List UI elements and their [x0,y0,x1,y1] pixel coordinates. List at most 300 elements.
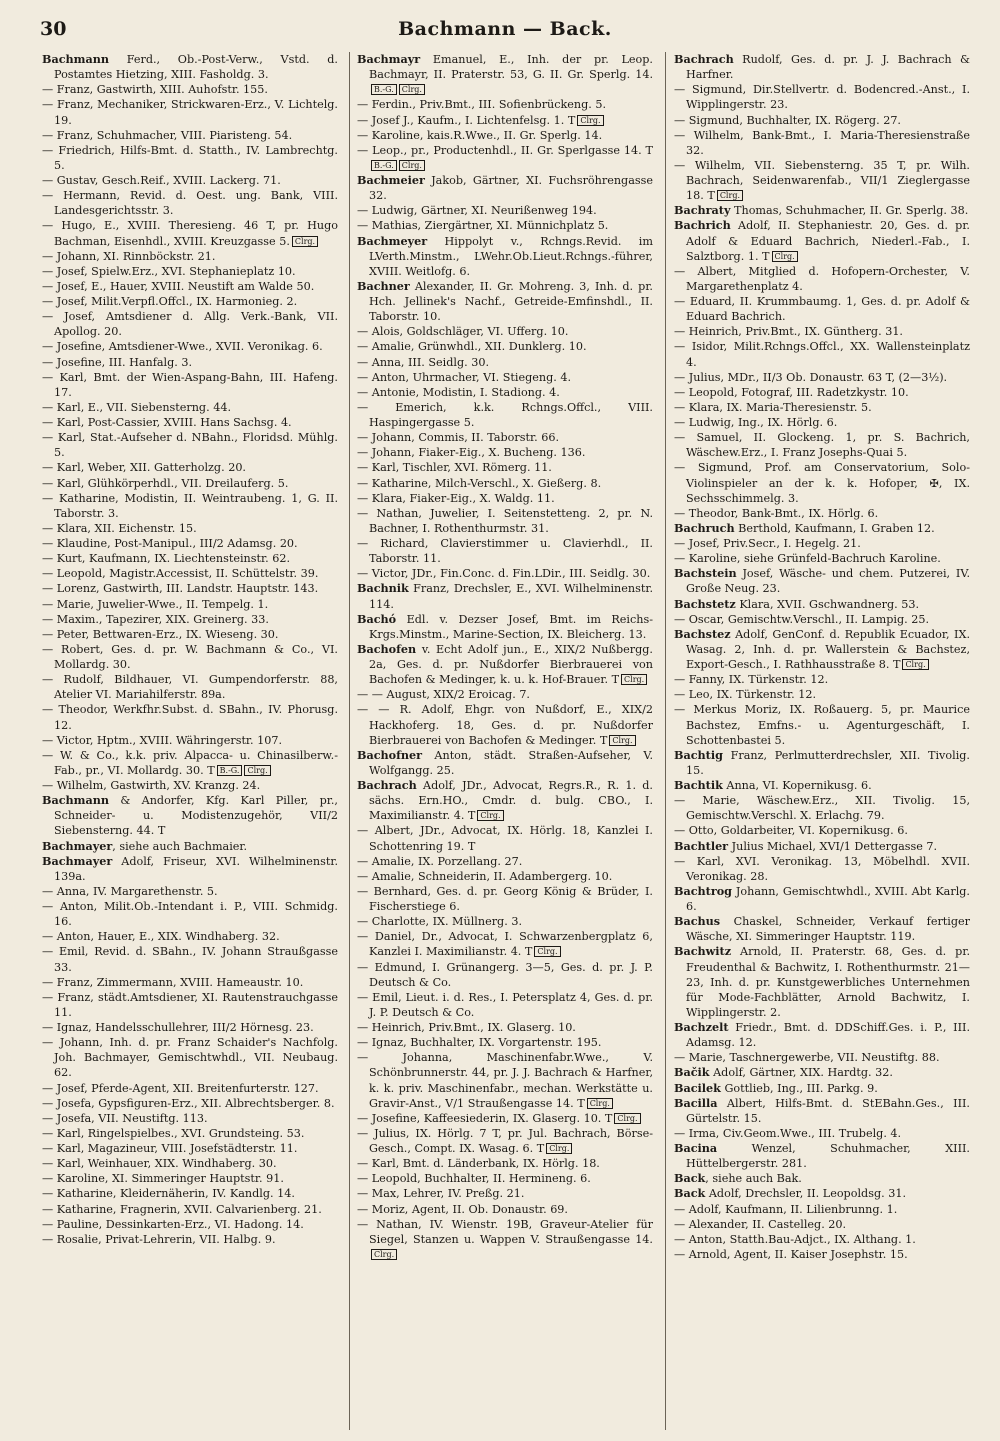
directory-entry [357,445,653,460]
entry-text: Thomas, Schuhmacher, II. Gr. Sperlg. 38. [730,204,969,218]
directory-entry [674,1050,970,1065]
entry-tag: Clrg. [292,236,318,247]
entry-headword: Bachmayer [42,853,113,868]
entry-text: — Franz, Zimmermann, XVIII. Hameaustr. 10. [42,975,304,989]
entry-text: — Marie, Juwelier-Wwe., II. Tempelg. 1. [42,597,269,611]
entry-text: Adolf, Gärtner, XIX. Hardtg. 32. [709,1066,893,1080]
directory-entry [357,687,653,702]
entry-text: — Karl, Weber, XII. Gatterholzg. 20. [42,461,246,475]
entry-text: — Emerich, k.k. Rchngs.Offcl., VIII. Haspingergasse 5. [357,400,653,429]
entry-tag: Clrg. [717,190,743,201]
entry-headword: Back [674,1171,706,1186]
directory-entry [357,1050,653,1111]
entry-headword: Bachmann [42,793,110,808]
entry-text: — Karl, Magazineur, VIII. Josefstädterstr. 11. [42,1142,298,1155]
entry-text: — Amalie, IX. Porzellang. 27. [357,854,523,868]
directory-entry [42,612,338,627]
directory-entry [42,294,338,309]
entry-tag: Clrg. [399,160,425,171]
directory-entry [357,612,653,642]
directory-entry [357,491,653,506]
entry-text: Rudolf, Ges. d. pr. J. J. Bachrach & Harfner. [686,53,970,82]
directory-entry [42,82,338,97]
entry-headword: Bacilla [674,1095,718,1110]
directory-entry [357,339,653,354]
directory-entry [674,370,970,385]
directory-entry [674,460,970,505]
directory-entry [42,748,338,778]
entry-text: — Moriz, Agent, II. Ob. Donaustr. 69. [357,1202,568,1216]
directory-entry [42,597,338,612]
directory-entry [674,1202,970,1217]
entry-text: — Katharine, Fragnerin, XVII. Calvarienberg. 21. [42,1202,322,1216]
entry-text: — Friedrich, Hilfs-Bmt. d. Statth., IV. Lambrechtg. 5. [42,143,338,172]
directory-entry [357,385,653,400]
entry-text: — Adolf, Kaufmann, II. Lilienbrunng. 1. [674,1202,898,1216]
directory-entry [357,854,653,869]
entry-text: — Rudolf, Bildhauer, VI. Gumpendorferstr. 88, Atelier VI. Mariahilferstr. 89a. [42,673,338,702]
directory-entry [674,1081,970,1096]
entry-text: — Karl, Tischler, XVI. Römerg. 11. [357,461,552,475]
entry-headword: Bachwitz [674,944,732,959]
entry-text: — Bernhard, Ges. d. pr. Georg König & Brüder, I. Fischerstiege 6. [357,884,653,913]
directory-entry [42,1217,338,1232]
entry-text: — Ignaz, Handelsschullehrer, III/2 Hörnesg. 23. [42,1021,314,1034]
directory-entry [674,702,970,747]
entry-text: — Katharine, Modistin, II. Weintraubeng. 1, G. II. Taborstr. 3. [42,491,338,520]
directory-entry [42,536,338,551]
column-divider [349,52,350,1430]
entry-text: — Klara, XII. Eichenstr. 15. [42,521,197,535]
directory-entry [674,339,970,369]
entry-text: — Wilhelm, VII. Siebensterng. 35 T, pr. Wilh. Bachrach, Seidenwarenfab., VII/1 Zieglergasse 18. T [674,158,970,203]
entry-text: — Victor, Hptm., XVIII. Währingerstr. 107. [42,733,283,747]
entry-text: — Albert, Mitglied d. Hofopern-Orchester, V. Margarethenplatz 4. [674,264,970,293]
directory-entry [357,113,653,128]
entry-text: v. Echt Adolf jun., E., XIX/2 Nußbergg. 2a, Ges. d. pr. Nußdorfer Bierbrauerei von Bachofen & Medinger, k. u. k. Hof-Brauer. T [369,642,653,687]
entry-text: — Fanny, IX. Türkenstr. 12. [674,673,829,687]
column-divider [665,52,666,1430]
entry-text: Klara, XVII. Gschwandnerg. 53. [735,597,920,611]
entry-text: — Klara, IX. Maria-Theresienstr. 5. [674,400,872,414]
directory-entry [357,173,653,203]
directory-entry [42,52,338,82]
directory-entry [42,173,338,188]
directory-entry [674,52,970,82]
directory-entry [42,884,338,899]
running-head: Bachmann — Back. [398,18,612,40]
directory-entry [42,279,338,294]
entry-tag: Clrg. [477,810,503,821]
directory-entry [674,1171,970,1186]
directory-entry [357,536,653,566]
directory-entry [42,521,338,536]
entry-text: Franz, Perlmutterdrechsler, XII. Tivolig. 15. [686,748,970,777]
entry-text: — Josefine, III. Hanfalg. 3. [42,355,193,369]
directory-entry [357,1202,653,1217]
entry-text: — Leopold, Fotograf, III. Radetzkystr. 10. [674,385,909,399]
directory-entry [42,1202,338,1217]
entry-text: — Josef, Priv.Secr., I. Hegelg. 21. [674,537,861,550]
entry-text: — Karl, XVI. Veronikag. 13, Möbelhdl. XVII. Veronikag. 28. [674,854,970,883]
entry-tag: Clrg. [244,765,270,776]
directory-entry [674,521,970,536]
entry-text: Albert, Hilfs-Bmt. d. StEBahn.Ges., III. Gürtelstr. 15. [686,1096,970,1125]
entry-headword: Bachrich [674,218,731,233]
entry-text: Anton, städt. Straßen-Aufseher, V. Wolfgangg. 25. [369,748,653,777]
directory-entry [357,234,653,279]
directory-entry [357,778,653,823]
directory-entry [42,899,338,929]
entry-headword: Bachofner [357,747,423,762]
entry-text: , siehe auch Bachmaier. [112,839,248,853]
entry-text: — Antonie, Modistin, I. Stadiong. 4. [357,385,560,399]
entry-headword: Bacilek [674,1080,721,1095]
directory-entry [357,1111,653,1126]
entry-tag: Clrg. [587,1098,613,1109]
entry-headword: Bachzelt [674,1020,729,1034]
entry-tag: B.-G. [217,765,243,776]
entry-text: — W. & Co., k.k. priv. Alpacca- u. Chinasilberw.-Fab., pr., VI. Mollardg. 30. T [42,748,338,777]
directory-entry [42,460,338,475]
entry-headword: Bachtler [674,838,729,853]
directory-entry [42,1171,338,1186]
directory-entry [357,506,653,536]
directory-entry [357,279,653,324]
directory-entry [674,294,970,324]
entry-headword: Bachstein [674,566,737,581]
entry-headword: Bacina [674,1141,718,1155]
entry-text: — Marie, Taschnergewerbe, VII. Neustiftg. 88. [674,1051,940,1065]
entry-text: — Karl, Glühkörperhdl., VII. Dreilauferg. 5. [42,476,289,490]
directory-entry [674,566,970,596]
entry-text: Emanuel, E., Inh. der pr. Leop. Bachmayr, II. Praterstr. 53, G. II. Gr. Sperlg. 14. [369,53,653,82]
directory-entry [357,566,653,581]
directory-entry [674,536,970,551]
entry-text: — Wilhelm, Gastwirth, XV. Kranzg. 24. [42,779,261,792]
entry-text: — Robert, Ges. d. pr. W. Bachmann & Co., VI. Mollardg. 30. [42,642,338,671]
entry-tag: B.-G. [371,160,397,171]
entry-text: Anna, VI. Kopernikusg. 6. [722,779,872,792]
entry-text: — Charlotte, IX. Müllnerg. 3. [357,915,522,929]
entry-headword: Bachruch [674,520,735,535]
entry-text: Wenzel, Schuhmacher, XIII. Hüttelbergerstr. 281. [686,1142,970,1171]
directory-entry [674,672,970,687]
entry-headword: Bachnik [357,581,409,596]
entry-text: — Anna, IV. Margarethenstr. 5. [42,884,218,898]
directory-entry [42,491,338,521]
entry-text: — Johann, Commis, II. Taborstr. 66. [357,431,560,445]
entry-text: — Richard, Clavierstimmer u. Clavierhdl., II. Taborstr. 11. [357,537,653,566]
entry-text: — Julius, IX. Hörlg. 7 T, pr. Jul. Bachrach, Börse-Gesch., Compt. IX. Wasag. 6. T [357,1126,653,1155]
directory-entry [674,158,970,203]
directory-entry [674,1186,970,1201]
directory-entry [42,188,338,218]
entry-tag: Clrg. [577,115,603,126]
directory-entry [42,990,338,1020]
entry-text: Friedr., Bmt. d. DDSchiff.Ges. i. P., III. Adamsg. 12. [686,1021,970,1050]
entry-text: — Gustav, Gesch.Reif., XVIII. Lackerg. 71. [42,174,281,187]
entry-text: Berthold, Kaufmann, I. Graben 12. [734,521,935,535]
entry-headword: Bachtik [674,778,723,792]
column-3 [674,52,970,1430]
entry-text: Hippolyt v., Rchngs.Revid. im LVerth.Minstm., LWehr.Ob.Lieut.Rchngs.-führer, XVIII. Weitlofg. 6. [369,234,653,278]
entry-text: Jakob, Gärtner, XI. Fuchsröhrengasse 32. [369,174,653,203]
entry-headword: Bachner [357,278,410,293]
directory-entry [357,143,653,173]
entry-text: — Anton, Milit.Ob.-Intendant i. P., VIII. Schmidg. 16. [42,900,338,929]
directory-entry [357,430,653,445]
entry-text: — Amalie, Schneiderin, II. Adambergerg. 10. [357,869,613,883]
entry-headword: Bachraty [674,203,731,218]
directory-entry [674,551,970,566]
entry-headword: Bachmayr [357,52,421,66]
entry-text: — Nathan, IV. Wienstr. 19B, Graveur-Atelier für Siegel, Stanzen u. Wappen V. Straußengasse 14. [357,1217,653,1246]
directory-entry [357,914,653,929]
entry-text: — Josef, Milit.Verpfl.Offcl., IX. Harmonieg. 2. [42,295,298,308]
entry-text: Edl. v. Dezser Josef, Bmt. im Reichs-Krgs.Minstm., Marine-Section, IX. Bleicherg. 13. [369,612,653,641]
column-1 [42,52,338,1430]
directory-entry [357,581,653,611]
directory-entry [357,1020,653,1035]
directory-entry [357,1126,653,1156]
entry-text: — Ludwig, Ing., IX. Hörlg. 6. [674,416,838,429]
entry-text: & Andorfer, Kfg. Karl Piller, pr., Schneider- u. Modistenzugehör, VII/2 Siebensterng. 44. T [54,794,338,838]
entry-text: — Sigmund, Prof. am Conservatorium, Solo-Violinspieler an der k. k. Hofoper, ✠, IX. Sechsschimmelg. 3. [674,461,970,505]
entry-text: — Maxim., Tapezirer, XIX. Greinerg. 33. [42,612,269,626]
entry-headword: Bachtrog [674,883,732,898]
directory-entry [674,264,970,294]
entry-text: — Emil, Lieut. i. d. Res., I. Petersplatz 4, Ges. d. pr. J. P. Deutsch & Co. [357,990,653,1019]
entry-text: — Amalie, Grünwhdl., XII. Dunklerg. 10. [357,340,587,354]
directory-entry [357,823,653,853]
directory-entry [674,218,970,263]
directory-entry [357,748,653,778]
directory-entry [674,597,970,612]
entry-text: Julius Michael, XVI/1 Dettergasse 7. [728,839,938,853]
entry-text: — Hermann, Revid. d. Oest. ung. Bank, VIII. Landesgerichtsstr. 3. [42,189,338,218]
entry-text: — Edmund, I. Grünangerg. 3—5, Ges. d. pr. J. P. Deutsch & Co. [357,960,653,989]
entry-text: — Sigmund, Dir.Stellvertr. d. Bodencred.-Anst., I. Wipplingerstr. 23. [674,83,970,112]
entry-text: — Franz, Mechaniker, Strickwaren-Erz., V. Lichtelg. 19. [42,98,338,127]
directory-entry [357,1156,653,1171]
directory-entry [42,1126,338,1141]
entry-text: — Karl, Weinhauer, XIX. Windhaberg. 30. [42,1157,277,1171]
directory-entry [674,430,970,460]
directory-entry [357,203,653,218]
entry-text: — Otto, Goldarbeiter, VI. Kopernikusg. 6. [674,824,908,838]
entry-text: — Irma, Civ.Geom.Wwe., III. Trubelg. 4. [674,1126,902,1140]
directory-entry [42,430,338,460]
entry-headword: Bachmann [42,52,110,66]
entry-text: — Heinrich, Priv.Bmt., IX. Glaserg. 10. [357,1021,576,1034]
directory-entry [42,672,338,702]
entry-headword: Bachstez [674,626,731,641]
entry-text: — Ferdin., Priv.Bmt., III. Sofienbrückeng. 5. [357,98,607,112]
directory-entry [42,778,338,793]
directory-entry [42,1156,338,1171]
entry-text: — Josefa, VII. Neustiftg. 113. [42,1111,208,1125]
entry-text: — Katharine, Kleidernäherin, IV. Kandlg. 14. [42,1187,295,1201]
entry-text: — Leopold, Buchhalter, II. Hermineng. 6. [357,1172,591,1186]
directory-entry [674,627,970,672]
directory-entry [674,793,970,823]
entry-text: — Isidor, Milit.Rchngs.Offcl., XX. Wallensteinplatz 4. [674,340,970,369]
entry-text: — Klaudine, Post-Manipul., III/2 Adamsg. 20. [42,537,298,550]
entry-headword: Bachó [357,611,397,626]
directory-entry [42,143,338,173]
directory-entry [42,627,338,642]
directory-entry [674,1141,970,1171]
directory-entry [42,702,338,732]
directory-entry [42,415,338,430]
entry-text: — Mathias, Ziergärtner, XI. Münnichplatz 5. [357,219,609,233]
directory-entry [674,748,970,778]
entry-text: — Lorenz, Gastwirth, III. Landstr. Hauptstr. 143. [42,582,319,596]
directory-entry [357,324,653,339]
directory-entry [357,1035,653,1050]
entry-text: — Klara, Fiaker-Eig., X. Waldg. 11. [357,491,555,505]
entry-text: Johann, Gemischtwhdl., XVIII. Abt Karlg. 6. [686,884,970,913]
entry-text: — Anna, III. Seidlg. 30. [357,355,490,369]
entry-text: — Heinrich, Priv.Bmt., IX. Güntherg. 31. [674,325,903,339]
entry-text: — Josef, Spielw.Erz., XVI. Stephanieplatz 10. [42,264,296,278]
entry-text: — Albert, JDr., Advocat, IX. Hörlg. 18, Kanzlei I. Schottenring 19. T [357,824,653,853]
entry-text: — Sigmund, Buchhalter, IX. Rögerg. 27. [674,113,901,127]
entry-text: — Karoline, kais.R.Wwe., II. Gr. Sperlg. 14. [357,128,603,142]
entry-text: Chaskel, Schneider, Verkauf fertiger Wäsche, XI. Simmeringer Hauptstr. 119. [686,915,970,944]
directory-entry [674,687,970,702]
directory-entry [674,884,970,914]
directory-entry [357,884,653,914]
entry-text: — Leopold, Magistr.Accessist, II. Schüttelstr. 39. [42,567,319,581]
directory-entry [42,400,338,415]
entry-text: — Anton, Statth.Bau-Adjct., IX. Althang. 1. [674,1232,916,1246]
directory-entry [42,264,338,279]
entry-text: — Victor, JDr., Fin.Conc. d. Fin.LDir., III. Seidlg. 30. [357,567,651,581]
directory-entry [42,581,338,596]
directory-entry [42,1186,338,1201]
directory-entry [42,97,338,127]
entry-text: — Katharine, Milch-Verschl., X. Gießerg. 8. [357,476,602,490]
entry-text: Adolf, Friseur, XVI. Wilhelminenstr. 139a. [54,854,338,883]
entry-text: Gottlieb, Ing., III. Parkg. 9. [720,1081,878,1095]
directory-entry [674,203,970,218]
directory-entry [42,793,338,838]
directory-entry [674,1126,970,1141]
entry-text: Adolf, GenConf. d. Republik Ecuador, IX. Wasag. 2, Inh. d. pr. Wallerstein & Bachstez, Export-Gesch., I. Rathhausstraße 8. T [686,627,970,671]
entry-text: — Peter, Bettwaren-Erz., IX. Wieseng. 30. [42,627,279,641]
entry-text: — Karl, E., VII. Siebensterng. 44. [42,400,232,414]
directory-entry [42,1081,338,1096]
directory-entry [42,929,338,944]
directory-entry [42,944,338,974]
entry-text: — Josefa, Gypsfiguren-Erz., XII. Albrechtsberger. 8. [42,1096,335,1110]
page-header [40,14,970,44]
entry-text: — Josef, Amtsdiener d. Allg. Verk.-Bank, VII. Apollog. 20. [42,310,338,339]
directory-entry [674,113,970,128]
entry-text: — Hugo, E., XVIII. Theresieng. 46 T, pr. Hugo Bachman, Eisenhdl., XVIII. Kreuzgasse 5. [42,219,338,248]
entry-text: — Johann, Fiaker-Eig., X. Bucheng. 136. [357,446,586,460]
entry-text: — Pauline, Dessinkarten-Erz., VI. Hadong. 14. [42,1217,304,1231]
directory-entry [674,1096,970,1126]
entry-text: — Karoline, siehe Grünfeld-Bachruch Karoline. [674,552,941,566]
directory-entry [357,1217,653,1262]
entry-tag: Clrg. [371,1249,397,1260]
directory-entry [42,476,338,491]
directory-entry [357,460,653,475]
entry-text: — Karl, Ringelspielbes., XVI. Grundsteing. 53. [42,1126,305,1140]
directory-entry [674,324,970,339]
directory-columns [42,52,972,1432]
entry-text: — Franz, Schuhmacher, VIII. Piaristeng. 54. [42,128,293,142]
directory-entry [357,476,653,491]
entry-headword: Bachmeier [357,173,425,187]
directory-entry [42,1141,338,1156]
entry-text: Ferd., Ob.-Post-Verw., Vstd. d. Postamtes Hietzing, XIII. Fasholdg. 3. [54,53,338,82]
entry-tag: Clrg. [621,674,647,685]
entry-text: — Eduard, II. Krummbaumg. 1, Ges. d. pr. Adolf & Eduard Bachrich. [674,295,970,324]
entry-headword: Bachrach [674,52,734,66]
entry-headword: Bačik [674,1065,710,1080]
entry-text: — Leop., pr., Productenhdl., II. Gr. Sperlgasse 14. T [357,143,653,157]
entry-text: Josef, Wäsche- und chem. Putzerei, IV. Große Neug. 23. [686,567,970,596]
directory-entry [674,400,970,415]
directory-entry [674,1232,970,1247]
entry-text: — Josefine, Amtsdiener-Wwe., XVII. Veronikag. 6. [42,340,323,354]
directory-entry [674,839,970,854]
entry-tag: Clrg. [614,1113,640,1124]
directory-entry [42,566,338,581]
directory-entry [674,385,970,400]
directory-entry [674,944,970,1020]
page-number: 30 [40,18,67,40]
directory-entry [42,339,338,354]
directory-entry [357,642,653,687]
directory-entry [42,551,338,566]
directory-entry [42,854,338,884]
directory-entry [674,1065,970,1080]
entry-text: — Johann, Inh. d. pr. Franz Schaider's Nachfolg. Joh. Bachmayer, Gemischtwhdl., VII. Neubaug. 62. [42,1036,338,1080]
entry-tag: Clrg. [772,251,798,262]
directory-entry [357,990,653,1020]
entry-text: — Karoline, XI. Simmeringer Hauptstr. 91. [42,1172,284,1186]
directory-entry [674,612,970,627]
entry-text: — Karl, Bmt. der Wien-Aspang-Bahn, III. Hafeng. 17. [42,370,338,399]
entry-headword: Bachmayer [42,838,113,853]
entry-text: — Arnold, Agent, II. Kaiser Josephstr. 15. [674,1247,908,1261]
entry-text: — Josef J., Kaufm., I. Lichtenfelsg. 1. T [357,113,576,127]
directory-entry [674,128,970,158]
directory-entry [42,1232,338,1247]
entry-text: — Johann, XI. Rinnböckstr. 21. [42,249,216,263]
entry-tag: Clrg. [399,84,425,95]
directory-entry [357,400,653,430]
directory-entry [42,370,338,400]
directory-entry [42,218,338,248]
entry-headword: Bachofen [357,641,417,656]
directory-entry [674,778,970,793]
entry-text: — Leo, IX. Türkenstr. 12. [674,688,817,702]
entry-headword: Bachmeyer [357,233,428,248]
directory-entry [674,1020,970,1050]
entry-headword: Bachrach [357,778,417,792]
directory-entry [357,929,653,959]
entry-text: — Karl, Bmt. d. Länderbank, IX. Hörlg. 18. [357,1157,600,1171]
directory-entry [674,415,970,430]
entry-text: — Anton, Hauer, E., XIX. Windhaberg. 32. [42,930,280,944]
entry-text: — Nathan, Juwelier, I. Seitenstetteng. 2, pr. N. Bachner, I. Rothenthurmstr. 31. [357,506,653,535]
